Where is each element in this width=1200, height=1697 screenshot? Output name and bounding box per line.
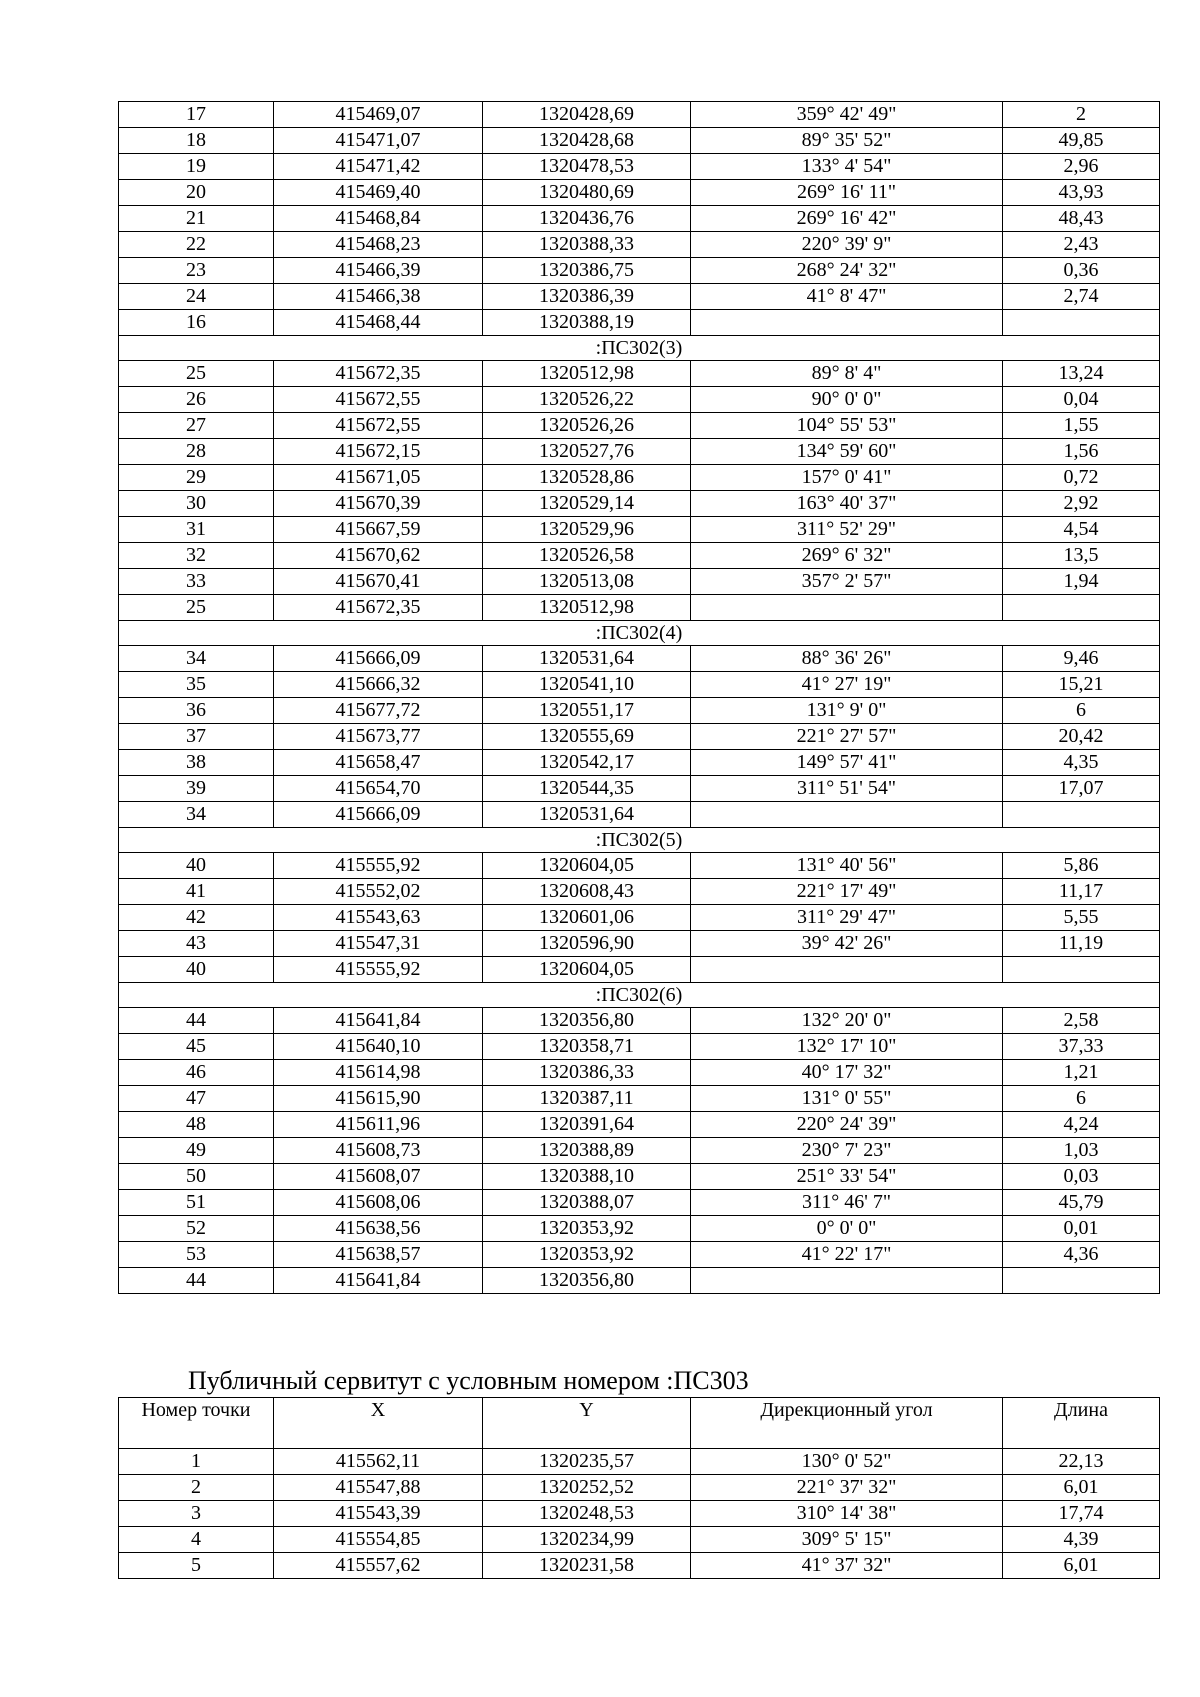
y-cell: 1320608,43 — [483, 879, 691, 905]
length-cell: 2,96 — [1003, 154, 1160, 180]
bearing-cell: 359° 42' 49" — [691, 102, 1003, 128]
x-cell: 415658,47 — [274, 750, 483, 776]
length-cell: 22,13 — [1003, 1449, 1160, 1475]
x-cell: 415547,31 — [274, 931, 483, 957]
bearing-cell: 89° 35' 52" — [691, 128, 1003, 154]
point-number-cell: 40 — [119, 957, 274, 983]
x-cell: 415641,84 — [274, 1008, 483, 1034]
y-cell: 1320353,92 — [483, 1242, 691, 1268]
section-label: :ПС302(6) — [119, 983, 1160, 1008]
point-number-cell: 33 — [119, 569, 274, 595]
x-cell: 415468,23 — [274, 232, 483, 258]
table-row — [119, 724, 1160, 750]
bearing-cell: 41° 37' 32" — [691, 1553, 1003, 1579]
table-row — [119, 439, 1160, 465]
coordinates-table-ps303 — [118, 1397, 1160, 1579]
bearing-cell: 220° 39' 9" — [691, 232, 1003, 258]
table-row — [119, 154, 1160, 180]
x-cell: 415555,92 — [274, 957, 483, 983]
y-cell: 1320601,06 — [483, 905, 691, 931]
length-cell: 15,21 — [1003, 672, 1160, 698]
table-row — [119, 957, 1160, 983]
table-row — [119, 698, 1160, 724]
length-cell: 4,39 — [1003, 1527, 1160, 1553]
section-label: :ПС302(5) — [119, 828, 1160, 853]
y-cell: 1320387,11 — [483, 1086, 691, 1112]
x-cell: 415608,06 — [274, 1190, 483, 1216]
x-cell: 415543,63 — [274, 905, 483, 931]
point-number-cell: 44 — [119, 1008, 274, 1034]
table-row — [119, 310, 1160, 336]
x-cell: 415466,38 — [274, 284, 483, 310]
y-cell: 1320531,64 — [483, 646, 691, 672]
y-cell: 1320555,69 — [483, 724, 691, 750]
length-cell — [1003, 957, 1160, 983]
y-cell: 1320428,68 — [483, 128, 691, 154]
y-cell: 1320529,14 — [483, 491, 691, 517]
bearing-cell: 131° 40' 56" — [691, 853, 1003, 879]
x-cell: 415638,56 — [274, 1216, 483, 1242]
length-cell: 1,03 — [1003, 1138, 1160, 1164]
x-cell: 415562,11 — [274, 1449, 483, 1475]
bearing-cell: 269° 16' 42" — [691, 206, 1003, 232]
table-row — [119, 646, 1160, 672]
length-cell: 0,36 — [1003, 258, 1160, 284]
y-cell: 1320388,33 — [483, 232, 691, 258]
point-number-cell: 35 — [119, 672, 274, 698]
bearing-cell: 311° 29' 47" — [691, 905, 1003, 931]
y-cell: 1320480,69 — [483, 180, 691, 206]
y-cell: 1320231,58 — [483, 1553, 691, 1579]
x-cell: 415615,90 — [274, 1086, 483, 1112]
table-header-row — [119, 1398, 1160, 1449]
point-number-cell: 5 — [119, 1553, 274, 1579]
y-cell: 1320235,57 — [483, 1449, 691, 1475]
bearing-cell: 309° 5' 15" — [691, 1527, 1003, 1553]
bearing-cell: 251° 33' 54" — [691, 1164, 1003, 1190]
table-row — [119, 517, 1160, 543]
length-cell: 43,93 — [1003, 180, 1160, 206]
table-row — [119, 102, 1160, 128]
bearing-cell: 0° 0' 0" — [691, 1216, 1003, 1242]
x-cell: 415666,32 — [274, 672, 483, 698]
y-cell: 1320388,89 — [483, 1138, 691, 1164]
bearing-cell: 41° 8' 47" — [691, 284, 1003, 310]
x-cell: 415608,07 — [274, 1164, 483, 1190]
y-cell: 1320388,19 — [483, 310, 691, 336]
section-heading-ps303: Публичный сервитут с условным номером :ПС303 — [188, 1366, 749, 1395]
length-cell: 48,43 — [1003, 206, 1160, 232]
table-row — [119, 232, 1160, 258]
length-cell: 4,54 — [1003, 517, 1160, 543]
length-cell: 6 — [1003, 698, 1160, 724]
table-row — [119, 284, 1160, 310]
table-row — [119, 879, 1160, 905]
point-number-cell: 45 — [119, 1034, 274, 1060]
y-cell: 1320428,69 — [483, 102, 691, 128]
header-y: Y — [483, 1398, 691, 1449]
x-cell: 415667,59 — [274, 517, 483, 543]
bearing-cell: 311° 51' 54" — [691, 776, 1003, 802]
y-cell: 1320604,05 — [483, 957, 691, 983]
point-number-cell: 25 — [119, 361, 274, 387]
x-cell: 415670,41 — [274, 569, 483, 595]
length-cell: 37,33 — [1003, 1034, 1160, 1060]
x-cell: 415672,35 — [274, 595, 483, 621]
length-cell: 1,55 — [1003, 413, 1160, 439]
x-cell: 415547,88 — [274, 1475, 483, 1501]
table-row — [119, 1034, 1160, 1060]
x-cell: 415677,72 — [274, 698, 483, 724]
bearing-cell: 269° 6' 32" — [691, 543, 1003, 569]
point-number-cell: 41 — [119, 879, 274, 905]
table-row — [119, 1138, 1160, 1164]
point-number-cell: 43 — [119, 931, 274, 957]
bearing-cell: 157° 0' 41" — [691, 465, 1003, 491]
length-cell: 4,36 — [1003, 1242, 1160, 1268]
y-cell: 1320542,17 — [483, 750, 691, 776]
y-cell: 1320478,53 — [483, 154, 691, 180]
point-number-cell: 47 — [119, 1086, 274, 1112]
y-cell: 1320356,80 — [483, 1268, 691, 1294]
y-cell: 1320526,26 — [483, 413, 691, 439]
x-cell: 415670,39 — [274, 491, 483, 517]
section-label-row — [119, 983, 1160, 1008]
length-cell: 13,24 — [1003, 361, 1160, 387]
bearing-cell: 39° 42' 26" — [691, 931, 1003, 957]
point-number-cell: 40 — [119, 853, 274, 879]
y-cell: 1320512,98 — [483, 595, 691, 621]
point-number-cell: 44 — [119, 1268, 274, 1294]
bearing-cell: 221° 37' 32" — [691, 1475, 1003, 1501]
table-row — [119, 1190, 1160, 1216]
bearing-cell: 130° 0' 52" — [691, 1449, 1003, 1475]
length-cell: 1,56 — [1003, 439, 1160, 465]
length-cell: 2 — [1003, 102, 1160, 128]
table-row — [119, 931, 1160, 957]
length-cell: 17,07 — [1003, 776, 1160, 802]
y-cell: 1320551,17 — [483, 698, 691, 724]
table-row — [119, 1475, 1160, 1501]
x-cell: 415654,70 — [274, 776, 483, 802]
bearing-cell: 131° 0' 55" — [691, 1086, 1003, 1112]
point-number-cell: 3 — [119, 1501, 274, 1527]
table-row — [119, 258, 1160, 284]
bearing-cell: 132° 20' 0" — [691, 1008, 1003, 1034]
y-cell: 1320356,80 — [483, 1008, 691, 1034]
x-cell: 415557,62 — [274, 1553, 483, 1579]
point-number-cell: 39 — [119, 776, 274, 802]
bearing-cell: 132° 17' 10" — [691, 1034, 1003, 1060]
length-cell: 1,94 — [1003, 569, 1160, 595]
y-cell: 1320234,99 — [483, 1527, 691, 1553]
point-number-cell: 52 — [119, 1216, 274, 1242]
point-number-cell: 1 — [119, 1449, 274, 1475]
x-cell: 415666,09 — [274, 646, 483, 672]
bearing-cell: 149° 57' 41" — [691, 750, 1003, 776]
length-cell — [1003, 802, 1160, 828]
bearing-cell — [691, 595, 1003, 621]
length-cell: 9,46 — [1003, 646, 1160, 672]
length-cell: 0,03 — [1003, 1164, 1160, 1190]
x-cell: 415468,84 — [274, 206, 483, 232]
bearing-cell: 220° 24' 39" — [691, 1112, 1003, 1138]
length-cell: 11,19 — [1003, 931, 1160, 957]
x-cell: 415666,09 — [274, 802, 483, 828]
y-cell: 1320388,10 — [483, 1164, 691, 1190]
x-cell: 415471,07 — [274, 128, 483, 154]
length-cell: 2,92 — [1003, 491, 1160, 517]
table-row — [119, 1242, 1160, 1268]
x-cell: 415554,85 — [274, 1527, 483, 1553]
section-label-row — [119, 828, 1160, 853]
length-cell: 1,21 — [1003, 1060, 1160, 1086]
bearing-cell: 221° 17' 49" — [691, 879, 1003, 905]
header-bearing: Дирекционный угол — [691, 1398, 1003, 1449]
point-number-cell: 46 — [119, 1060, 274, 1086]
x-cell: 415672,55 — [274, 413, 483, 439]
bearing-cell: 104° 55' 53" — [691, 413, 1003, 439]
x-cell: 415614,98 — [274, 1060, 483, 1086]
point-number-cell: 53 — [119, 1242, 274, 1268]
x-cell: 415672,15 — [274, 439, 483, 465]
x-cell: 415466,39 — [274, 258, 483, 284]
bearing-cell — [691, 1268, 1003, 1294]
x-cell: 415469,40 — [274, 180, 483, 206]
point-number-cell: 51 — [119, 1190, 274, 1216]
bearing-cell: 357° 2' 57" — [691, 569, 1003, 595]
point-number-cell: 50 — [119, 1164, 274, 1190]
y-cell: 1320386,75 — [483, 258, 691, 284]
y-cell: 1320386,33 — [483, 1060, 691, 1086]
table-row — [119, 1008, 1160, 1034]
length-cell: 6,01 — [1003, 1475, 1160, 1501]
bearing-cell — [691, 802, 1003, 828]
table-row — [119, 543, 1160, 569]
length-cell: 0,72 — [1003, 465, 1160, 491]
y-cell: 1320526,22 — [483, 387, 691, 413]
point-number-cell: 42 — [119, 905, 274, 931]
x-cell: 415469,07 — [274, 102, 483, 128]
coordinates-table-ps302 — [118, 101, 1160, 1294]
table-row — [119, 206, 1160, 232]
point-number-cell: 18 — [119, 128, 274, 154]
length-cell: 5,86 — [1003, 853, 1160, 879]
length-cell — [1003, 595, 1160, 621]
x-cell: 415641,84 — [274, 1268, 483, 1294]
table-row — [119, 361, 1160, 387]
y-cell: 1320358,71 — [483, 1034, 691, 1060]
length-cell: 2,58 — [1003, 1008, 1160, 1034]
point-number-cell: 2 — [119, 1475, 274, 1501]
y-cell: 1320386,39 — [483, 284, 691, 310]
y-cell: 1320531,64 — [483, 802, 691, 828]
bearing-cell — [691, 957, 1003, 983]
section-label: :ПС302(4) — [119, 621, 1160, 646]
table-row — [119, 1527, 1160, 1553]
table-row — [119, 491, 1160, 517]
table-row — [119, 413, 1160, 439]
bearing-cell: 269° 16' 11" — [691, 180, 1003, 206]
point-number-cell: 25 — [119, 595, 274, 621]
x-cell: 415543,39 — [274, 1501, 483, 1527]
bearing-cell: 134° 59' 60" — [691, 439, 1003, 465]
length-cell — [1003, 1268, 1160, 1294]
table-row — [119, 853, 1160, 879]
length-cell: 45,79 — [1003, 1190, 1160, 1216]
x-cell: 415608,73 — [274, 1138, 483, 1164]
bearing-cell: 131° 9' 0" — [691, 698, 1003, 724]
table-row — [119, 1553, 1160, 1579]
point-number-cell: 28 — [119, 439, 274, 465]
point-number-cell: 32 — [119, 543, 274, 569]
length-cell: 6 — [1003, 1086, 1160, 1112]
point-number-cell: 34 — [119, 646, 274, 672]
section-label-row — [119, 336, 1160, 361]
length-cell: 6,01 — [1003, 1553, 1160, 1579]
point-number-cell: 17 — [119, 102, 274, 128]
point-number-cell: 27 — [119, 413, 274, 439]
x-cell: 415471,42 — [274, 154, 483, 180]
x-cell: 415672,55 — [274, 387, 483, 413]
y-cell: 1320544,35 — [483, 776, 691, 802]
y-cell: 1320596,90 — [483, 931, 691, 957]
point-number-cell: 38 — [119, 750, 274, 776]
bearing-cell: 230° 7' 23" — [691, 1138, 1003, 1164]
y-cell: 1320252,52 — [483, 1475, 691, 1501]
length-cell: 4,24 — [1003, 1112, 1160, 1138]
x-cell: 415640,10 — [274, 1034, 483, 1060]
bearing-cell: 163° 40' 37" — [691, 491, 1003, 517]
x-cell: 415468,44 — [274, 310, 483, 336]
x-cell: 415672,35 — [274, 361, 483, 387]
length-cell: 49,85 — [1003, 128, 1160, 154]
table-row — [119, 750, 1160, 776]
y-cell: 1320391,64 — [483, 1112, 691, 1138]
table-row — [119, 1216, 1160, 1242]
x-cell: 415611,96 — [274, 1112, 483, 1138]
y-cell: 1320528,86 — [483, 465, 691, 491]
table-row — [119, 1112, 1160, 1138]
length-cell: 5,55 — [1003, 905, 1160, 931]
length-cell: 2,74 — [1003, 284, 1160, 310]
y-cell: 1320529,96 — [483, 517, 691, 543]
table-row — [119, 1086, 1160, 1112]
point-number-cell: 34 — [119, 802, 274, 828]
point-number-cell: 31 — [119, 517, 274, 543]
table-row — [119, 1501, 1160, 1527]
table-row — [119, 1060, 1160, 1086]
point-number-cell: 21 — [119, 206, 274, 232]
point-number-cell: 48 — [119, 1112, 274, 1138]
table-row — [119, 595, 1160, 621]
length-cell: 20,42 — [1003, 724, 1160, 750]
length-cell: 0,04 — [1003, 387, 1160, 413]
length-cell: 0,01 — [1003, 1216, 1160, 1242]
section-label-row — [119, 621, 1160, 646]
y-cell: 1320526,58 — [483, 543, 691, 569]
length-cell — [1003, 310, 1160, 336]
table-row — [119, 1449, 1160, 1475]
x-cell: 415552,02 — [274, 879, 483, 905]
point-number-cell: 26 — [119, 387, 274, 413]
bearing-cell: 89° 8' 4" — [691, 361, 1003, 387]
x-cell: 415671,05 — [274, 465, 483, 491]
table-row — [119, 128, 1160, 154]
length-cell: 17,74 — [1003, 1501, 1160, 1527]
y-cell: 1320248,53 — [483, 1501, 691, 1527]
table-row — [119, 180, 1160, 206]
bearing-cell: 310° 14' 38" — [691, 1501, 1003, 1527]
y-cell: 1320541,10 — [483, 672, 691, 698]
y-cell: 1320388,07 — [483, 1190, 691, 1216]
bearing-cell: 221° 27' 57" — [691, 724, 1003, 750]
table-row — [119, 672, 1160, 698]
bearing-cell: 311° 46' 7" — [691, 1190, 1003, 1216]
point-number-cell: 29 — [119, 465, 274, 491]
table-row — [119, 1164, 1160, 1190]
length-cell: 4,35 — [1003, 750, 1160, 776]
table-row — [119, 802, 1160, 828]
section-label: :ПС302(3) — [119, 336, 1160, 361]
bearing-cell: 90° 0' 0" — [691, 387, 1003, 413]
x-cell: 415673,77 — [274, 724, 483, 750]
length-cell: 11,17 — [1003, 879, 1160, 905]
bearing-cell: 40° 17' 32" — [691, 1060, 1003, 1086]
bearing-cell — [691, 310, 1003, 336]
x-cell: 415670,62 — [274, 543, 483, 569]
bearing-cell: 41° 27' 19" — [691, 672, 1003, 698]
y-cell: 1320513,08 — [483, 569, 691, 595]
y-cell: 1320527,76 — [483, 439, 691, 465]
point-number-cell: 36 — [119, 698, 274, 724]
table-row — [119, 1268, 1160, 1294]
header-point-number: Номер точки — [119, 1398, 274, 1449]
header-x: X — [274, 1398, 483, 1449]
bearing-cell: 133° 4' 54" — [691, 154, 1003, 180]
length-cell: 2,43 — [1003, 232, 1160, 258]
bearing-cell: 268° 24' 32" — [691, 258, 1003, 284]
point-number-cell: 49 — [119, 1138, 274, 1164]
x-cell: 415638,57 — [274, 1242, 483, 1268]
y-cell: 1320512,98 — [483, 361, 691, 387]
y-cell: 1320604,05 — [483, 853, 691, 879]
header-length: Длина — [1003, 1398, 1160, 1449]
bearing-cell: 88° 36' 26" — [691, 646, 1003, 672]
bearing-cell: 41° 22' 17" — [691, 1242, 1003, 1268]
x-cell: 415555,92 — [274, 853, 483, 879]
table-row — [119, 905, 1160, 931]
point-number-cell: 30 — [119, 491, 274, 517]
point-number-cell: 19 — [119, 154, 274, 180]
y-cell: 1320353,92 — [483, 1216, 691, 1242]
table-row — [119, 569, 1160, 595]
point-number-cell: 23 — [119, 258, 274, 284]
table-row — [119, 387, 1160, 413]
y-cell: 1320436,76 — [483, 206, 691, 232]
point-number-cell: 22 — [119, 232, 274, 258]
point-number-cell: 16 — [119, 310, 274, 336]
table-row — [119, 776, 1160, 802]
point-number-cell: 37 — [119, 724, 274, 750]
point-number-cell: 20 — [119, 180, 274, 206]
bearing-cell: 311° 52' 29" — [691, 517, 1003, 543]
point-number-cell: 24 — [119, 284, 274, 310]
point-number-cell: 4 — [119, 1527, 274, 1553]
length-cell: 13,5 — [1003, 543, 1160, 569]
table-row — [119, 465, 1160, 491]
